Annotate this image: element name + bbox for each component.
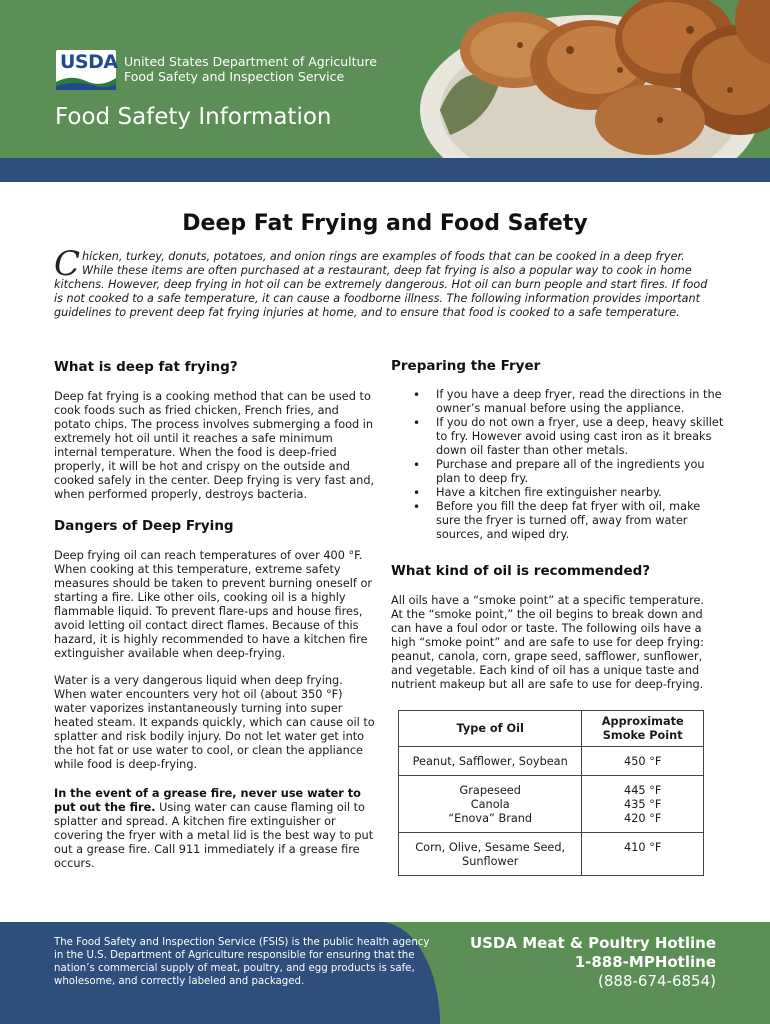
fsis-description: The Food Safety and Inspection Service (FSIS) is the public health agency in the U.S. Department of Agriculture responsible for ensuring that the nation’s commercial supply of meat, poultry, and egg products is safe, wholesome, and correctly labeled and packaged. <box>54 937 430 987</box>
table-row <box>399 776 704 833</box>
preparing-list <box>404 388 724 542</box>
intro-text: hicken, turkey, donuts, potatoes, and onion rings are examples of foods that can be cooked in a deep fryer. While these items are often purchased at a restaurant, deep fat frying is also a popular way to cook in home kitchens. However, deep frying in hot oil can be extremely dangerous. Hot oil can burn people and start fires. If food is not cooked to a safe temperature, it can cause a foodborne illness. The following information provides important guidelines to prevent deep fat frying injuries at home, and to ensure that food is cooked to a safe temperature. <box>54 250 708 319</box>
col-type-of-oil: Type of Oil <box>399 711 582 747</box>
dangers-paragraph-3 <box>54 787 378 871</box>
table-row <box>399 747 704 776</box>
heading-what-is: What is deep fat frying? <box>54 359 238 375</box>
col-smoke-point-line2: Smoke Point <box>602 728 683 742</box>
table-cell-oil: Corn, Olive, Sesame Seed, <box>415 841 566 854</box>
table-cell-oil: Sunflower <box>462 855 519 868</box>
table-row <box>399 833 704 876</box>
heading-dangers: Dangers of Deep Frying <box>54 518 234 534</box>
usda-logo <box>56 50 116 90</box>
smoke-point-table <box>398 710 704 876</box>
list-item: • Before you fill the deep fat fryer with oil, make sure the fryer is turned off, away from water sources, and wiped dry. <box>404 500 724 542</box>
col-smoke-point <box>582 711 704 747</box>
what-is-body: Deep fat frying is a cooking method that can be used to cook foods such as fried chicken, French fries, and potato chips. The process involves submerging a food in extremely hot oil until it reaches a safe minimum internal temperature. When the food is deep-fried properly, it will be hot and crispy on the outside and cooked safely in the center. Deep frying is very fast and, when performed properly, destroys bacteria. <box>54 390 375 501</box>
list-item: • Have a kitchen fire extinguisher nearby. <box>404 486 724 500</box>
page-title: Deep Fat Frying and Food Safety <box>182 211 588 236</box>
grease-fire-advice: Using water can cause flaming oil to splatter and spread. A kitchen fire extinguisher or covering the fryer with a metal lid is the best way to put out a grease fire. Call 911 immediately if a grease fire occurs. <box>54 801 374 870</box>
hotline-number[interactable]: 1-888-MPHotline <box>574 953 716 971</box>
header-banner <box>0 0 770 158</box>
header-divider-band <box>0 158 770 182</box>
table-cell-smoke-point: 450 °F <box>624 755 662 768</box>
list-item: • Purchase and prepare all of the ingredients you plan to deep fry. <box>404 458 724 486</box>
list-item: • If you do not own a fryer, use a deep, heavy skillet to fry. However avoid using cast iron as it breaks down oil faster than other metals. <box>404 416 724 458</box>
dangers-paragraph-2: Water is a very dangerous liquid when deep frying. When water encounters very hot oil (about 350 °F) water vaporizes instantaneously turning into super heated steam. It expands quickly, which can cause oil to splatter and risk bodily injury. Do not let water get into the hot fat or use water to cool, or clean the appliance while food is deep-frying. <box>54 674 375 771</box>
table-header-row <box>399 711 704 747</box>
table-cell-oil: Canola <box>470 798 510 811</box>
heading-oil: What kind of oil is recommended? <box>391 563 651 579</box>
intro-dropcap: C <box>54 244 81 284</box>
hotline-title: USDA Meat & Poultry Hotline <box>469 934 716 952</box>
table-cell-smoke-point: 420 °F <box>624 812 662 825</box>
dangers-paragraph-1: Deep frying oil can reach temperatures of over 400 °F. When cooking at this temperature, extreme safety measures should be taken to prevent burning oneself or starting a fire. Like other oils, cooking oil is a highly flammable liquid. To prevent flare-ups and house fires, avoid letting oil contact direct flames. Because of this hazard, it is highly recommended to have a kitchen fire extinguisher available when deep-frying. <box>54 549 373 660</box>
oil-body: All oils have a “smoke point” at a specific temperature. At the “smoke point,” the oil begins to break down and can have a foul odor or taste. The following oils have a high “smoke point” and are safe to use for deep frying: peanut, canola, corn, grape seed, safflower, sunflower, and vegetable. Each kind of oil has a unique taste and nutrient makeup but all are safe to use for deep-frying. <box>391 594 705 691</box>
usda-logo-hills-icon <box>56 72 116 90</box>
fried-chicken-photo <box>420 0 770 158</box>
usda-logo-text: USDA <box>60 51 118 73</box>
col-smoke-point-line1: Approximate <box>601 714 684 728</box>
agency-name: United States Department of Agriculture <box>124 54 377 69</box>
table-cell-oil: Grapeseed <box>459 784 521 797</box>
table-cell-smoke-point: 435 °F <box>624 798 662 811</box>
hotline-digits[interactable]: (888-674-6854) <box>598 972 716 990</box>
list-item: • If you have a deep fryer, read the directions in the owner’s manual before using the appliance. <box>404 388 724 416</box>
grease-fire-warning: In the event of a grease fire, never use water to put out the fire. <box>54 787 361 814</box>
intro-paragraph <box>54 244 716 320</box>
agency-service: Food Safety and Inspection Service <box>124 69 345 84</box>
table-cell-smoke-point: 445 °F <box>624 784 662 797</box>
table-cell-oil: “Enova” Brand <box>448 812 533 825</box>
heading-preparing: Preparing the Fryer <box>391 358 541 374</box>
table-cell-smoke-point: 410 °F <box>624 841 662 854</box>
section-title: Food Safety Information <box>55 104 332 130</box>
table-cell-oil: Peanut, Safflower, Soybean <box>412 755 568 768</box>
